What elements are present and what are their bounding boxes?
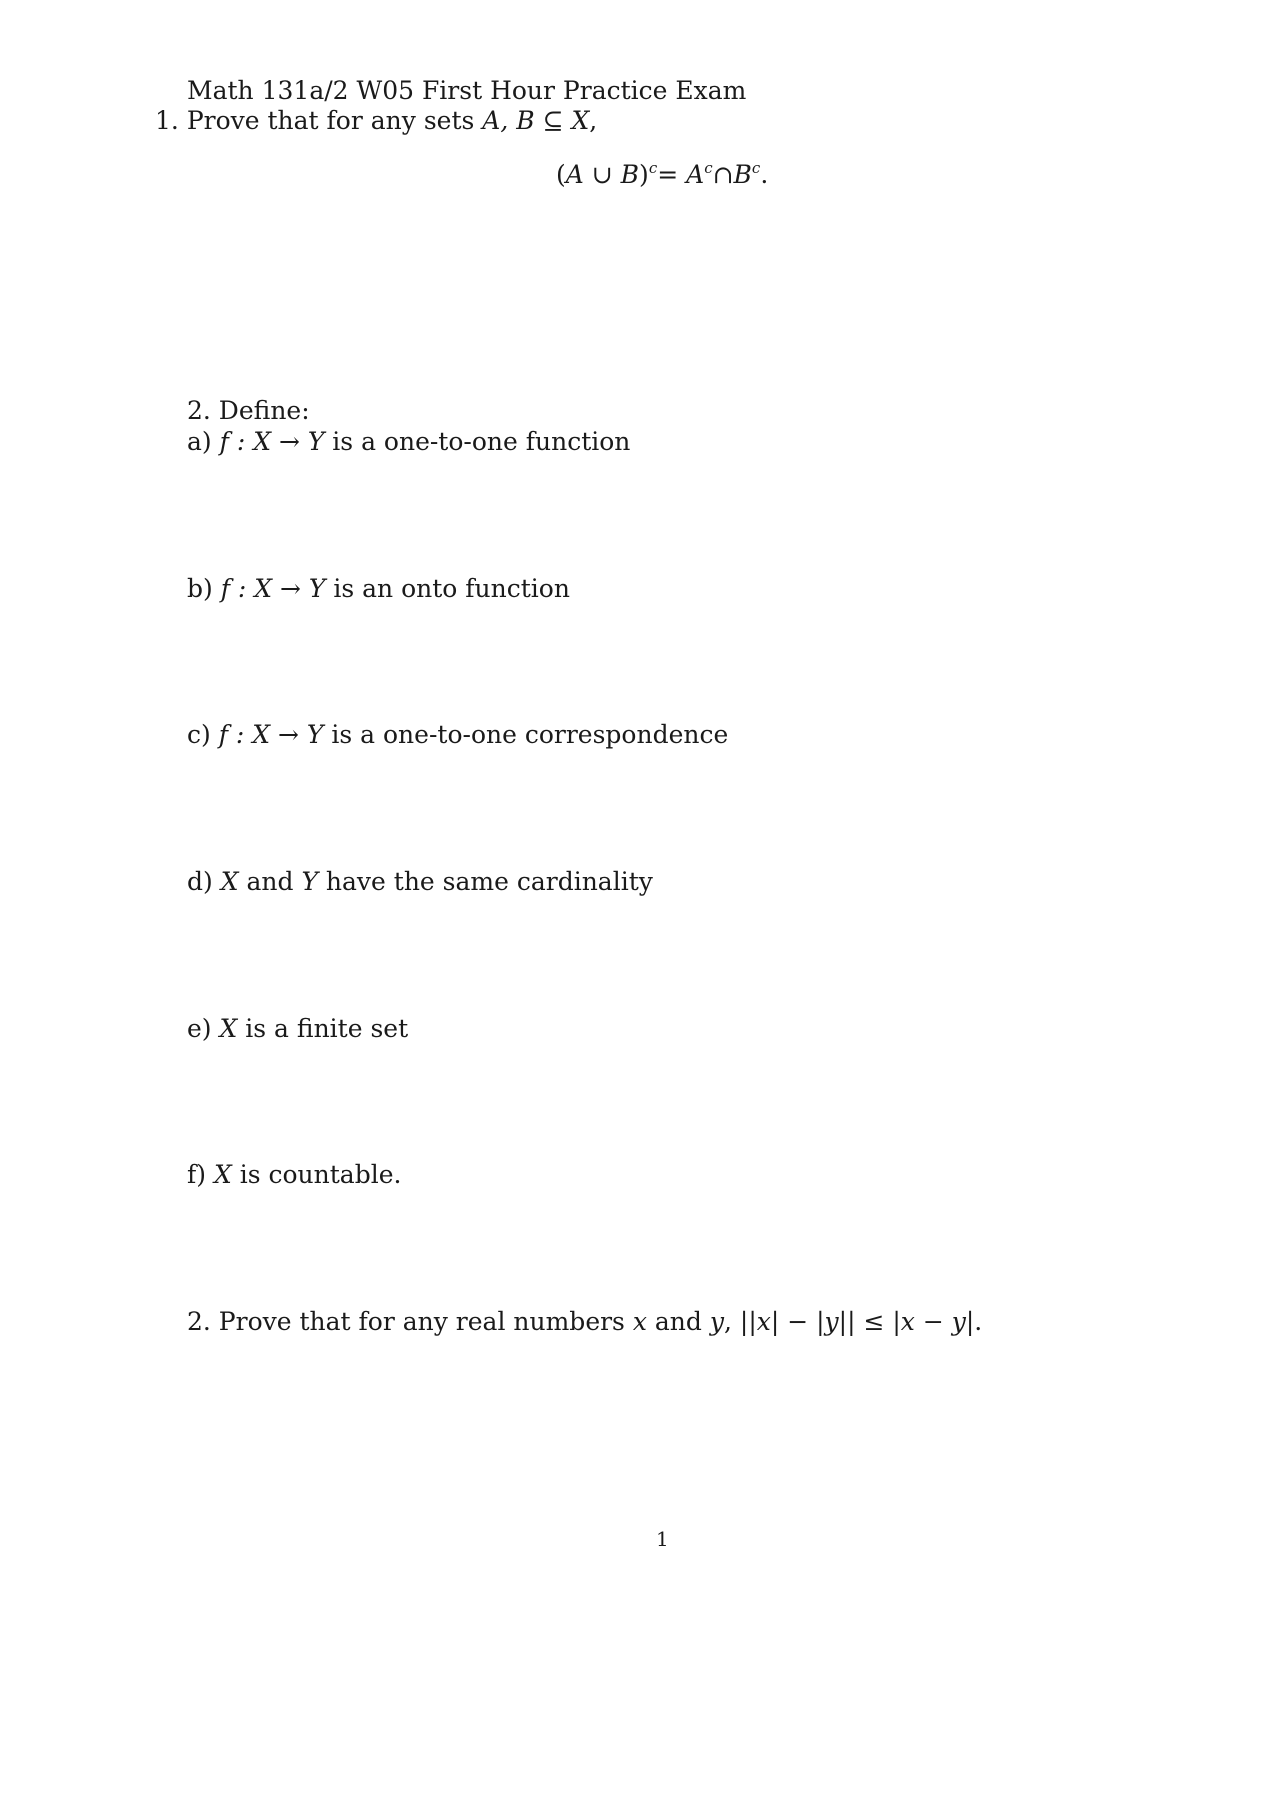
eq-b: B bbox=[620, 160, 640, 189]
definition-a bbox=[187, 427, 630, 457]
question-3-and: and bbox=[654, 1307, 702, 1336]
definition-d-x: X bbox=[220, 867, 239, 896]
eq-a: A bbox=[565, 160, 584, 189]
question-1-text: Prove that for any sets bbox=[186, 106, 475, 135]
question-3-x: x bbox=[632, 1307, 647, 1336]
page-title: Math 131a/2 W05 First Hour Practice Exam bbox=[187, 76, 747, 105]
eq-intersect: ∩ bbox=[712, 160, 734, 189]
definition-f-label: f) bbox=[187, 1160, 207, 1189]
definition-f bbox=[187, 1160, 401, 1190]
definition-e-text: is a finite set bbox=[237, 1014, 409, 1043]
eq-complement-sup: c bbox=[648, 159, 658, 177]
question-1-sets: A, B bbox=[482, 106, 535, 135]
definition-a-text: is a one-to-one function bbox=[324, 427, 631, 456]
definition-d-text: have the same cardinality bbox=[317, 867, 653, 896]
question-3-period: . bbox=[974, 1307, 983, 1336]
question-2-heading: 2. Define: bbox=[187, 396, 310, 425]
question-1-number: 1. bbox=[155, 106, 179, 135]
definition-b-label: b) bbox=[187, 574, 213, 603]
eq-period: . bbox=[760, 160, 769, 189]
definition-b-text: is an onto function bbox=[325, 574, 570, 603]
question-3 bbox=[187, 1307, 982, 1337]
question-3-comma: , bbox=[724, 1307, 732, 1336]
definition-b-math: f : X → Y bbox=[220, 574, 326, 603]
question-1-equation bbox=[556, 160, 768, 190]
page-number: 1 bbox=[656, 1527, 669, 1551]
definition-c-math: f : X → Y bbox=[218, 720, 324, 749]
question-3-y: y bbox=[709, 1307, 724, 1336]
eq-rhs-b: B bbox=[733, 160, 752, 189]
subset-symbol: ⊆ bbox=[542, 106, 564, 135]
eq-close-paren: ) bbox=[639, 160, 649, 189]
definition-d-label: d) bbox=[187, 867, 213, 896]
question-1-space: X bbox=[571, 106, 590, 135]
definition-f-text: is countable. bbox=[231, 1160, 402, 1189]
eq-rhs-b-complement: c bbox=[751, 159, 761, 177]
definition-a-label: a) bbox=[187, 427, 212, 456]
definition-f-math: X bbox=[213, 1160, 232, 1189]
question-3-prefix: 2. Prove that for any real numbers bbox=[187, 1307, 625, 1336]
eq-rhs-a: A bbox=[686, 160, 705, 189]
definition-c bbox=[187, 720, 728, 750]
definition-c-text: is a one-to-one correspondence bbox=[323, 720, 729, 749]
eq-equals: = bbox=[657, 160, 679, 189]
definition-a-math: f : X → Y bbox=[219, 427, 325, 456]
question-1-comma: , bbox=[589, 106, 598, 135]
question-1 bbox=[155, 106, 597, 136]
definition-e bbox=[187, 1014, 408, 1044]
definition-e-label: e) bbox=[187, 1014, 212, 1043]
eq-union: ∪ bbox=[583, 160, 621, 189]
eq-rhs-a-complement: c bbox=[704, 159, 713, 177]
definition-c-label: c) bbox=[187, 720, 211, 749]
definition-b bbox=[187, 574, 570, 604]
question-3-inequality: ||x| − |y|| ≤ |x − y| bbox=[739, 1307, 975, 1336]
definition-e-math: X bbox=[219, 1014, 238, 1043]
definition-d bbox=[187, 867, 653, 897]
definition-d-and: and bbox=[238, 867, 302, 896]
eq-open-paren: ( bbox=[556, 160, 566, 189]
definition-d-y: Y bbox=[301, 867, 318, 896]
